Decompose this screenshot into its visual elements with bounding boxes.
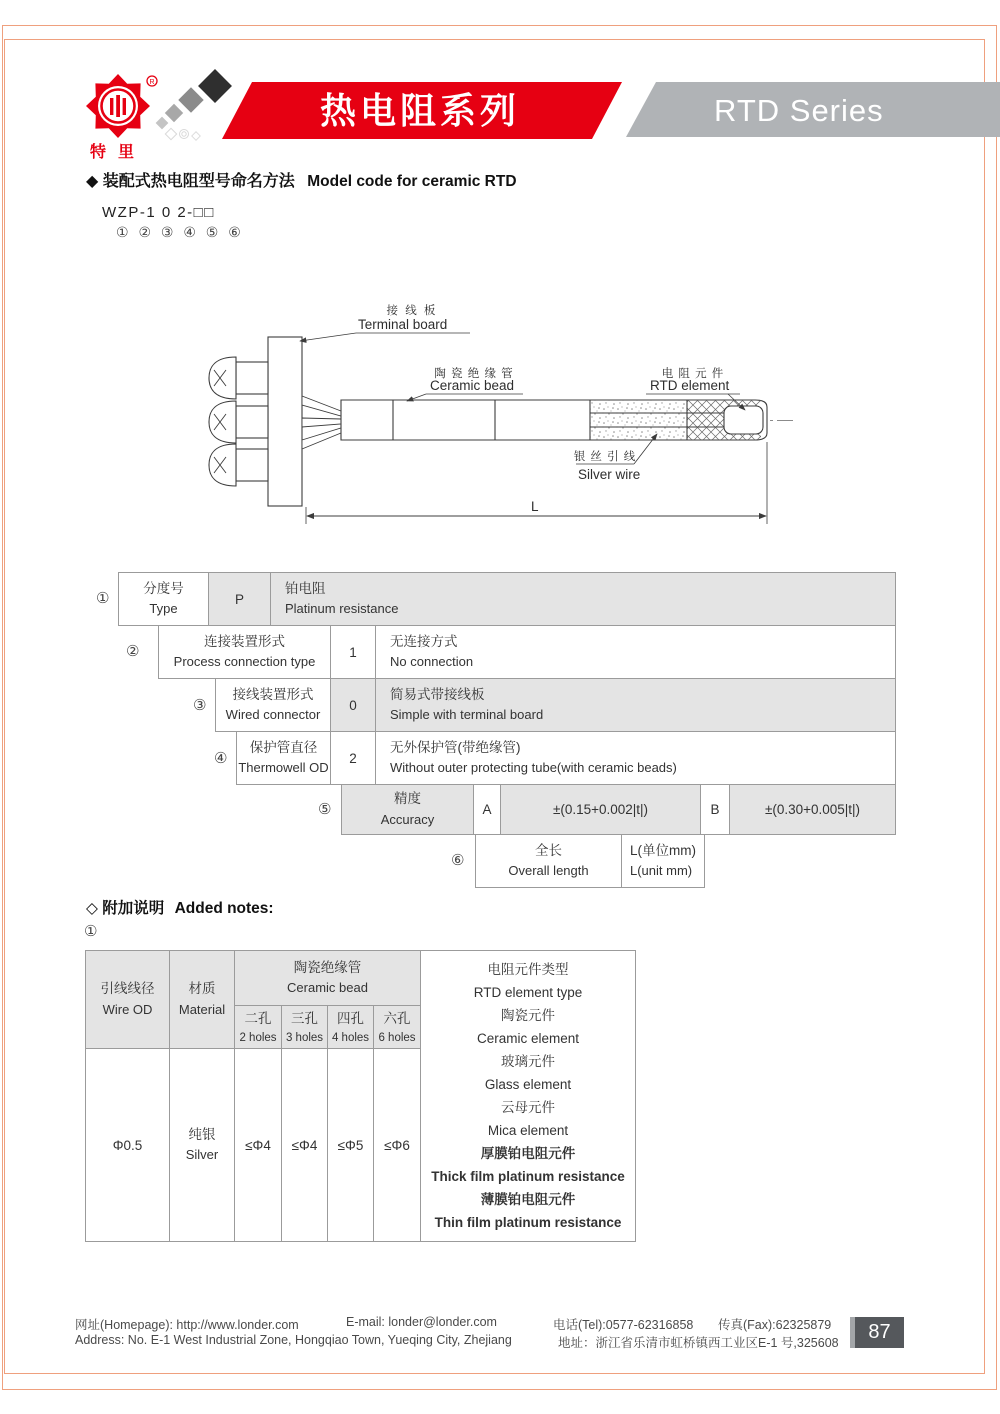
footer-tel: 电话(Tel):0577-62316858 xyxy=(553,1318,694,1332)
model-code-positions: ① ② ③ ④ ⑤ ⑥ xyxy=(116,224,244,240)
spec-code-type: P xyxy=(208,572,271,626)
rtd-element-label-en: RTD element xyxy=(650,378,730,393)
notes-element-type-column: 电阻元件类型 RTD element type 陶瓷元件 Ceramic element 玻璃元件 Glass element 云母元件 Mica element 厚膜铂电阻元件 Thick film platinum resistance 薄膜铂电阻元件 Thin film platinum resistance xyxy=(420,950,636,1242)
spec-label-type: 分度号 Type xyxy=(118,572,209,626)
spec-label-connection: 连接装置形式 Process connection type xyxy=(158,625,331,679)
silver-wire-label-zh: 银 丝 引 线 xyxy=(573,451,637,463)
spec-desc-wired-connector: 简易式带接线板 Simple with terminal board xyxy=(375,678,896,732)
spec-code-accuracy-a: A xyxy=(473,784,501,835)
row-marker-1: ① xyxy=(96,590,110,607)
spec-desc-type: 铂电阻 Platinum resistance xyxy=(270,572,896,626)
spec-value-accuracy-b: ±(0.30+0.005|t|) xyxy=(729,784,896,835)
silver-wire-label-en: Silver wire xyxy=(578,467,641,482)
rtd-element xyxy=(724,406,763,434)
footer-homepage: 网址(Homepage): http://www.londer.com xyxy=(75,1318,299,1332)
notes-subcol-2holes: 二孔 2 holes xyxy=(234,1005,282,1050)
section-title xyxy=(86,168,517,191)
spec-label-thermowell-od: 保护管直径 Thermowell OD xyxy=(236,731,331,785)
spec-code-thermowell-od: 2 xyxy=(330,731,376,785)
spec-desc-overall-length: L(单位mm) L(unit mm) xyxy=(621,834,705,888)
length-dimension-label: L xyxy=(531,499,539,514)
notes-title-en: Added notes: xyxy=(174,900,274,917)
spec-desc-connection: 无连接方式 No connection xyxy=(375,625,896,679)
notes-title xyxy=(86,896,274,918)
powder-section xyxy=(590,401,687,440)
registered-mark: R xyxy=(149,79,155,86)
company-logo-icon xyxy=(86,74,157,161)
row-marker-2: ② xyxy=(126,643,140,660)
terminal-board-label-zh: 接 线 板 xyxy=(386,305,438,317)
notes-col-wire-od: 引线线径 Wire OD xyxy=(85,950,170,1049)
banner-title-zh: 热电阻系列 xyxy=(319,90,521,131)
spec-label-wired-connector: 接线装置形式 Wired connector xyxy=(215,678,331,732)
footer-email: E-mail: londer@londer.com xyxy=(346,1315,497,1329)
spec-code-connection: 1 xyxy=(330,625,376,679)
notes-value-3holes: ≤Φ4 xyxy=(281,1048,328,1242)
notes-value-wire-od: Φ0.5 xyxy=(85,1048,170,1242)
notes-bullet-icon: ◇ xyxy=(86,900,98,917)
spec-code-wired-connector: 0 xyxy=(330,678,376,732)
row-marker-3: ③ xyxy=(193,697,207,714)
terminal-screws xyxy=(209,357,268,486)
row-marker-6: ⑥ xyxy=(451,852,465,869)
banner-title-en: RTD Series xyxy=(714,93,884,128)
spec-value-accuracy-a: ±(0.15+0.002|t|) xyxy=(500,784,701,835)
model-code: WZP-1 0 2-□□ xyxy=(102,204,215,221)
notes-subcol-4holes: 四孔 4 holes xyxy=(327,1005,374,1050)
footer-address-en: Address: No. E-1 West Industrial Zone, Hongqiao Town, Yueqing City, Zhejiang xyxy=(75,1333,512,1347)
lead-wires xyxy=(302,396,341,449)
notes-col-material: 材质 Material xyxy=(169,950,235,1049)
title-bullet-icon: ◆ xyxy=(86,173,99,190)
terminal-board-label-en: Terminal board xyxy=(358,317,448,332)
notes-group-ceramic-bead: 陶瓷绝缘管 Ceramic bead xyxy=(234,950,421,1006)
notes-value-4holes: ≤Φ5 xyxy=(327,1048,374,1242)
spec-desc-thermowell-od: 无外保护管(带绝缘管) Without outer protecting tube(with ceramic beads) xyxy=(375,731,896,785)
brand-name: 特里 xyxy=(89,144,147,161)
terminal-board xyxy=(268,337,302,506)
rtd-probe-diagram xyxy=(0,295,1000,530)
section-title-en: Model code for ceramic RTD xyxy=(307,173,517,190)
notes-marker: ① xyxy=(84,923,98,940)
ceramic-bead-label-zh: 陶 瓷 绝 缘 管 xyxy=(434,368,514,380)
notes-value-material: 纯银 Silver xyxy=(169,1048,235,1242)
notes-value-6holes: ≤Φ6 xyxy=(373,1048,421,1242)
probe-drawing xyxy=(209,333,795,524)
row-marker-5: ⑤ xyxy=(318,801,332,818)
row-marker-4: ④ xyxy=(214,750,228,767)
notes-value-2holes: ≤Φ4 xyxy=(234,1048,282,1242)
spec-label-accuracy: 精度 Accuracy xyxy=(341,784,474,835)
footer-fax: 传真(Fax):62325879 xyxy=(718,1318,832,1332)
spec-label-overall-length: 全长 Overall length xyxy=(475,834,622,888)
rtd-element-label-zh: 电 阻 元 件 xyxy=(661,368,725,380)
spec-code-accuracy-b: B xyxy=(700,784,730,835)
footer-address-zh: 地址：浙江省乐清市虹桥镇西工业区E-1 号,325608 xyxy=(558,1336,839,1350)
notes-subcol-6holes: 六孔 6 holes xyxy=(373,1005,421,1050)
header-banner xyxy=(0,60,1000,170)
notes-title-zh: 附加说明 xyxy=(102,900,165,917)
diamond-decoration-icon xyxy=(156,69,232,140)
section-title-zh: 装配式热电阻型号命名方法 xyxy=(102,173,295,190)
ceramic-bead-label-en: Ceramic bead xyxy=(430,378,515,393)
page-number-badge: 87 xyxy=(850,1317,904,1348)
notes-subcol-3holes: 三孔 3 holes xyxy=(281,1005,328,1050)
